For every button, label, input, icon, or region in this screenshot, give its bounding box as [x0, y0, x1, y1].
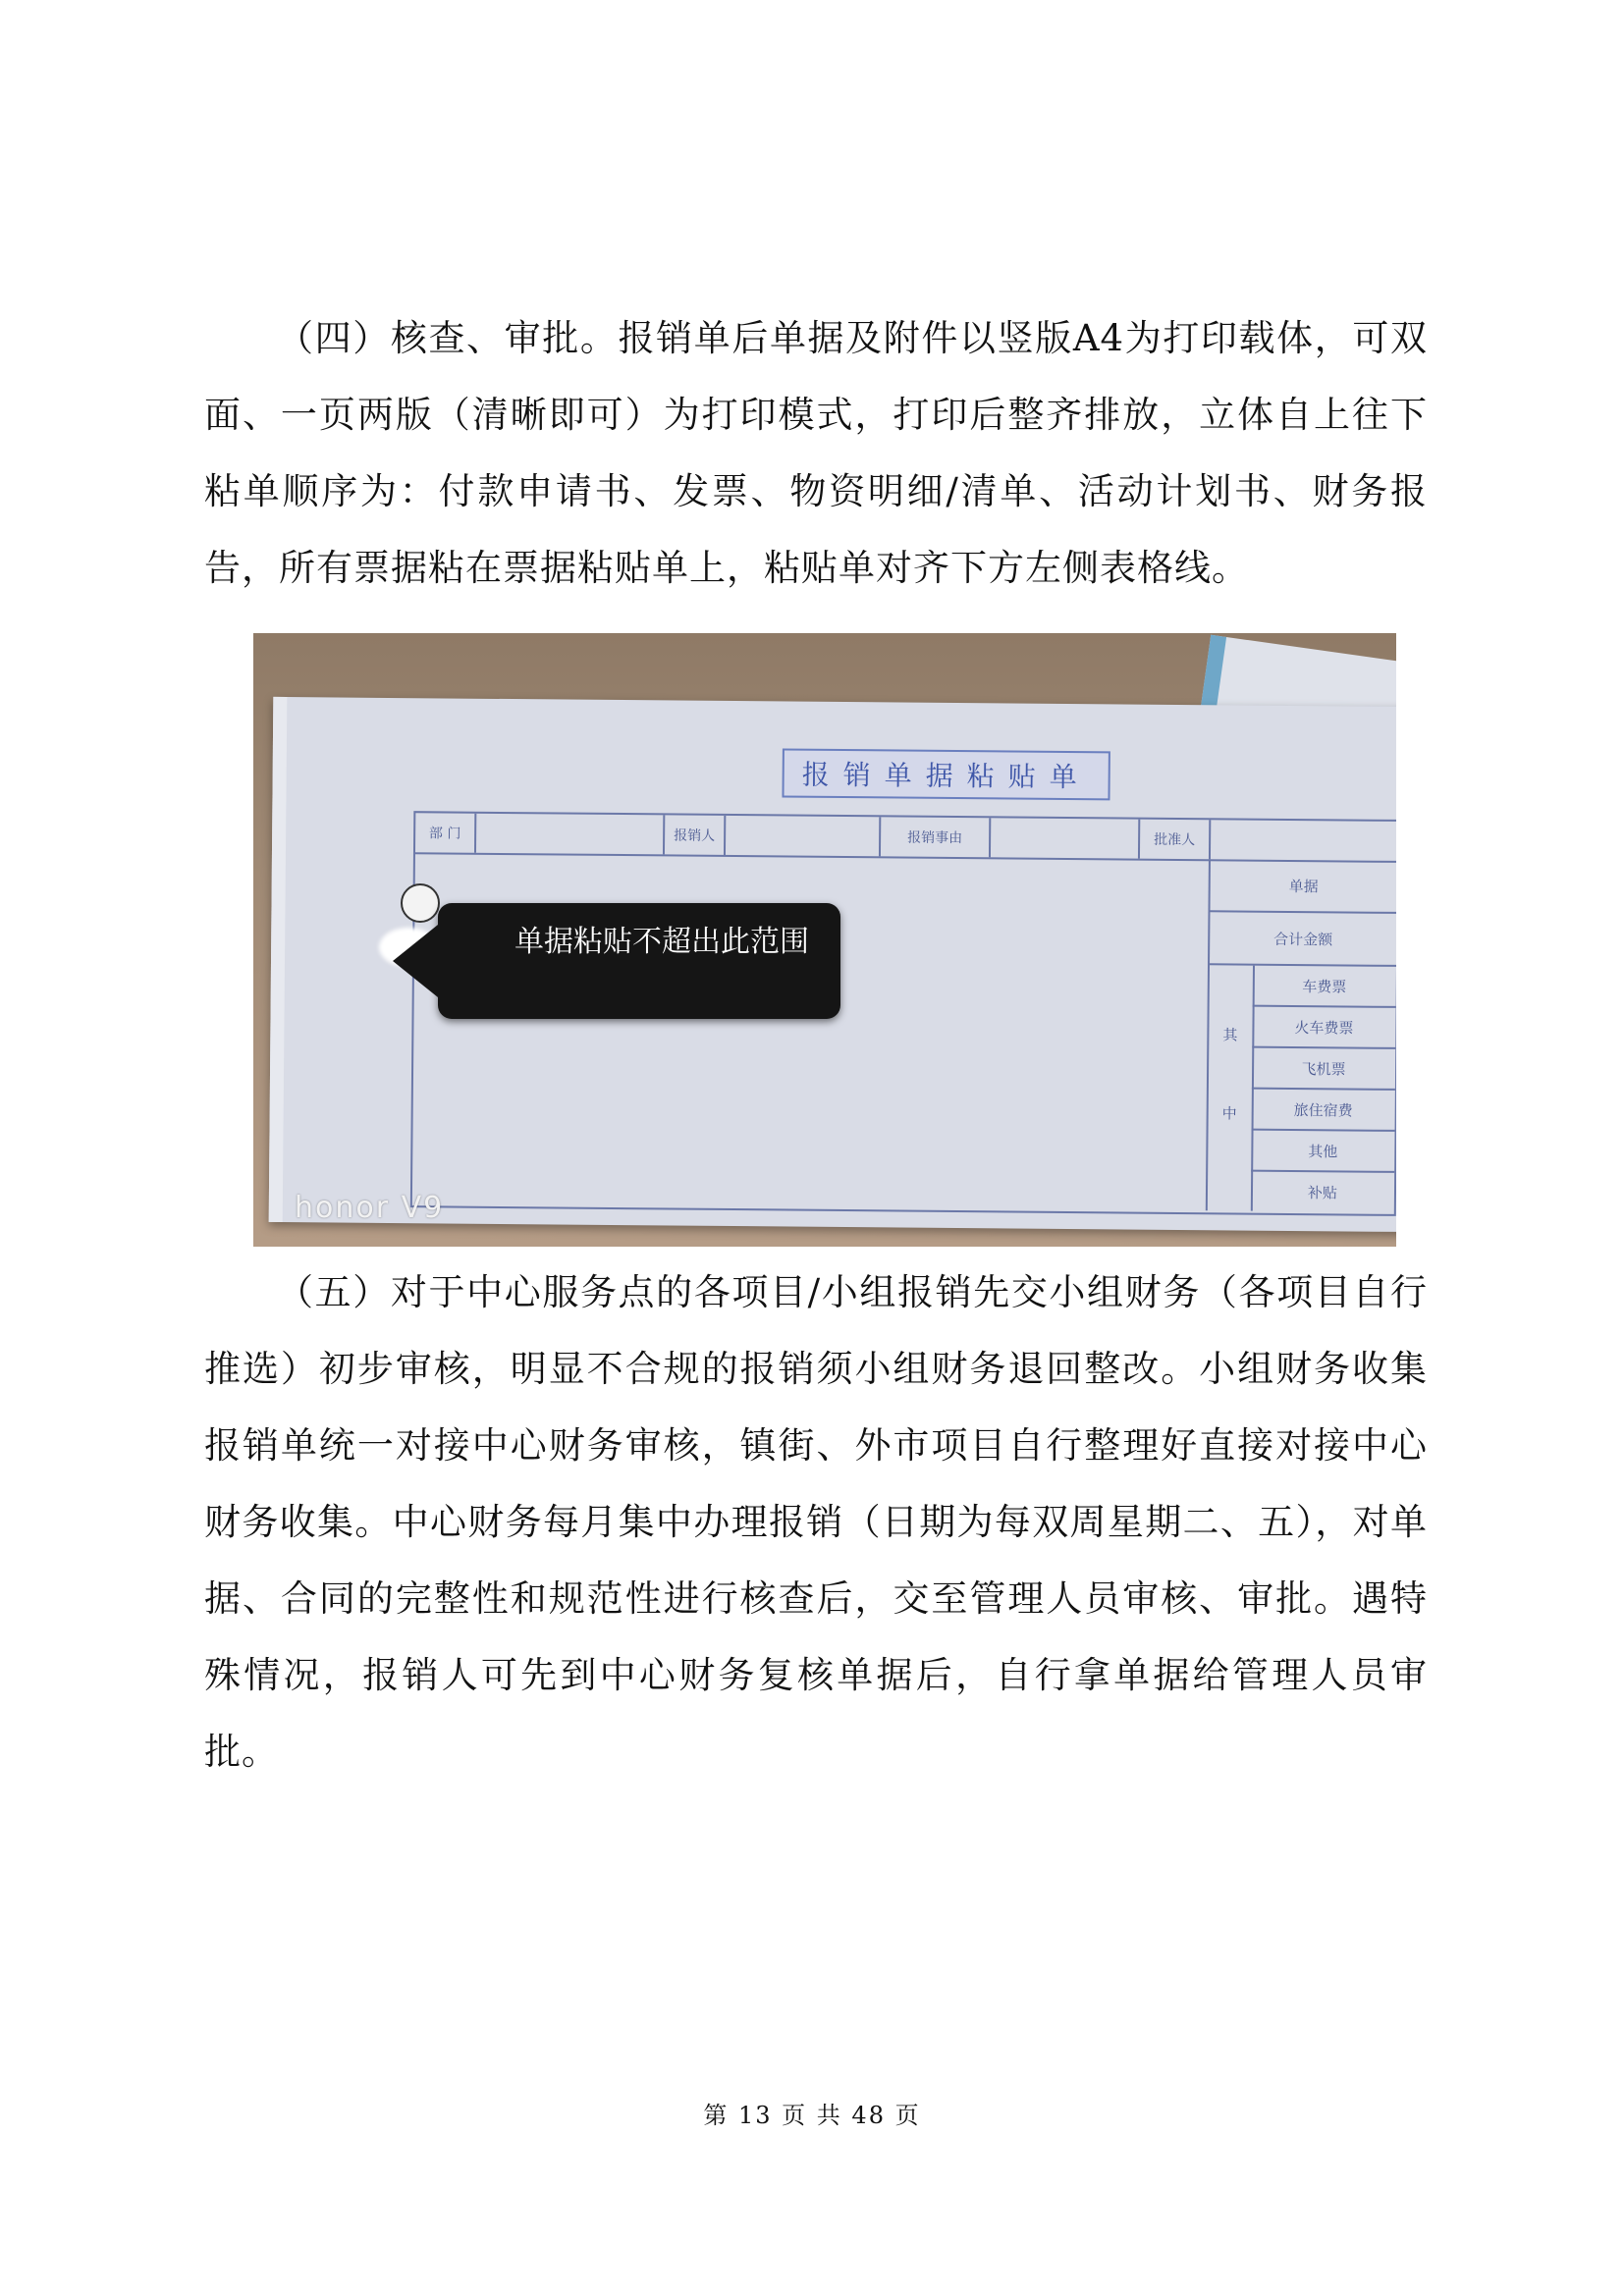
side-item: 车费票 — [1253, 966, 1396, 1008]
header-matter: 报销事由 — [881, 817, 991, 857]
header-dept: 部 门 — [415, 813, 476, 853]
side-item: 旅住宿费 — [1252, 1090, 1395, 1132]
form-title: 报销单据粘贴单 — [782, 748, 1110, 800]
form-side-column — [1206, 859, 1396, 1212]
side-of-which-1: 其 — [1222, 1026, 1238, 1044]
side-item: 其他 — [1251, 1131, 1394, 1173]
side-item: 补贴 — [1307, 1183, 1338, 1201]
camera-watermark: honor V9 — [295, 1191, 445, 1225]
callout-text: 单据粘贴不超出此范围 — [514, 925, 809, 959]
paragraph-service-points: （五）对于中心服务点的各项目/小组报销先交小组财务（各项目自行推选）初步审核，明显不合规的报销须小组财务退回整改。小组财务收集报销单统一对接中心财务审核，镇街、外市项目自行整理好直接对接中心财务收集。中心财务每月集中办理报销（日期为每双周星期二、五），对单据、合同的完整性和规范性进行核查后，交至管理人员审核、审批。遇特殊情况，报销人可先到中心财务复核单据后，自行拿单据给管理人员审批。 — [204, 1271, 1428, 1773]
receipt-sheet-photo — [253, 633, 1396, 1247]
form-header-row — [415, 813, 1396, 863]
side-item: 飞机票 — [1252, 1048, 1395, 1091]
page-footer: 第 13 页 共 48 页 — [703, 2102, 921, 2129]
side-of-which-2: 中 — [1221, 1104, 1237, 1123]
side-total: 合计金额 — [1210, 912, 1396, 967]
paragraph-review-approval: （四）核查、审批。报销单后单据及附件以竖版A4为打印载体，可双面、一页两版（清晰即可）为打印模式，打印后整齐排放，立体自上往下粘单顺序为：付款申请书、发票、物资明细/清单、活动计划书、财务报告，所有票据粘在票据粘贴单上，粘贴单对齐下方左侧表格线。 — [204, 317, 1428, 589]
side-item: 火车费票 — [1252, 1007, 1395, 1049]
header-claimant: 报销人 — [665, 815, 726, 855]
callout-bubble — [438, 903, 840, 1019]
side-receipts: 单据 — [1210, 859, 1396, 914]
header-approver: 批准人 — [1140, 820, 1211, 860]
mascot-icon — [401, 883, 440, 923]
